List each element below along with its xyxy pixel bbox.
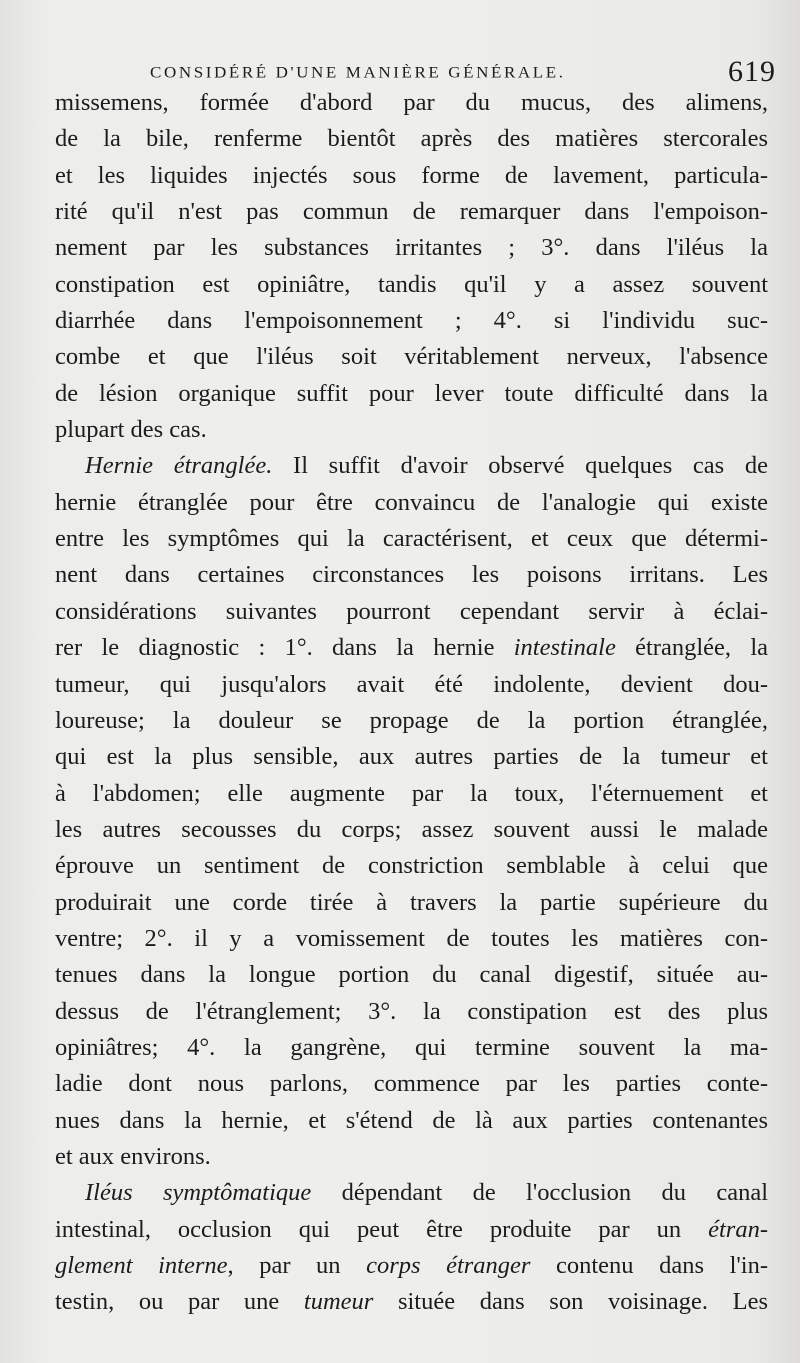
text-line: ladie dont nous parlons, commence par les parties conte- [55, 1070, 768, 1098]
text-line: constipation est opiniâtre, tandis qu'il y a assez souvent [55, 270, 768, 298]
emphasis: corps étranger [366, 1252, 531, 1279]
emphasis: étran- [708, 1215, 768, 1243]
text-line: intestinal, occlusion qui peut être produite par un étran- [55, 1215, 768, 1243]
text-line: produirait une corde tirée à travers la partie supérieure du [55, 888, 768, 916]
section-heading-ileus: Iléus symptômatique [85, 1179, 312, 1207]
text-line: et les liquides injectés sous forme de lavement, particula- [55, 161, 768, 189]
section-heading-hernie: Hernie étranglée. [85, 452, 273, 480]
text-line: de la bile, renferme bientôt après des matières stercorales [55, 125, 768, 153]
text-line: et aux environs. [55, 1142, 211, 1170]
text-line: glement interne, par un corps étranger contenu dans l'in- [55, 1252, 769, 1279]
running-title: CONSIDÉRÉ D'UNE MANIÈRE GÉNÉRALE. [150, 64, 566, 82]
text-line: rité qu'il n'est pas commun de remarquer dans l'empoison- [55, 198, 768, 226]
text-line: opiniâtres; 4°. la gangrène, qui termine souvent la ma- [55, 1033, 768, 1061]
text-line: Hernie étranglée. Il suffit d'avoir observé quelques cas de [85, 452, 768, 480]
emphasis: glement interne [55, 1252, 228, 1279]
text-line: loureuse; la douleur se propage de la portion étranglée, [55, 706, 768, 734]
text-line: dessus de l'étranglement; 3°. la constipation est des plus [55, 997, 768, 1025]
text-line: testin, ou par une tumeur située dans son voisinage. Les [55, 1288, 768, 1316]
emphasis: tumeur [303, 1288, 374, 1316]
page-number: 619 [728, 55, 776, 88]
text-line: diarrhée dans l'empoisonnement ; 4°. si l'individu suc- [55, 307, 768, 335]
text-line: plupart des cas. [55, 416, 207, 444]
text-line: nement par les substances irritantes ; 3°. dans l'iléus la [55, 234, 768, 262]
text-line: ventre; 2°. il y a vomissement de toutes les matières con- [55, 924, 768, 952]
text-line: rer le diagnostic : 1°. dans la hernie intestinale étranglée, la [55, 634, 768, 662]
text-line: qui est la plus sensible, aux autres parties de la tumeur et [55, 743, 768, 771]
text-line: éprouve un sentiment de constriction semblable à celui que [55, 852, 768, 880]
text-line: tenues dans la longue portion du canal digestif, située au- [55, 961, 768, 989]
text-line: combe et que l'iléus soit véritablement nerveux, l'absence [55, 343, 768, 371]
text-line: missemens, formée d'abord par du mucus, des alimens, [55, 89, 768, 116]
text-line: considérations suivantes pourront cependant servir à éclai- [55, 597, 768, 625]
text-line: Iléus symptômatique dépendant de l'occlusion du canal [85, 1179, 768, 1207]
text-line: hernie étranglée pour être convaincu de l'analogie qui existe [55, 488, 768, 516]
text-line: tumeur, qui jusqu'alors avait été indolente, devient dou- [55, 670, 768, 698]
text-line: entre les symptômes qui la caractérisent, et ceux que détermi- [55, 525, 768, 553]
text-line: les autres secousses du corps; assez souvent aussi le malade [55, 815, 768, 843]
text-line: à l'abdomen; elle augmente par la toux, l'éternuement et [55, 779, 768, 807]
text-line: nent dans certaines circonstances les poisons irritans. Les [55, 561, 768, 589]
body-text [55, 85, 768, 1321]
emphasis: intestinale [513, 634, 616, 662]
text-line: de lésion organique suffit pour lever toute difficulté dans la [55, 379, 768, 407]
text-line: nues dans la hernie, et s'étend de là aux parties contenantes [55, 1106, 768, 1134]
